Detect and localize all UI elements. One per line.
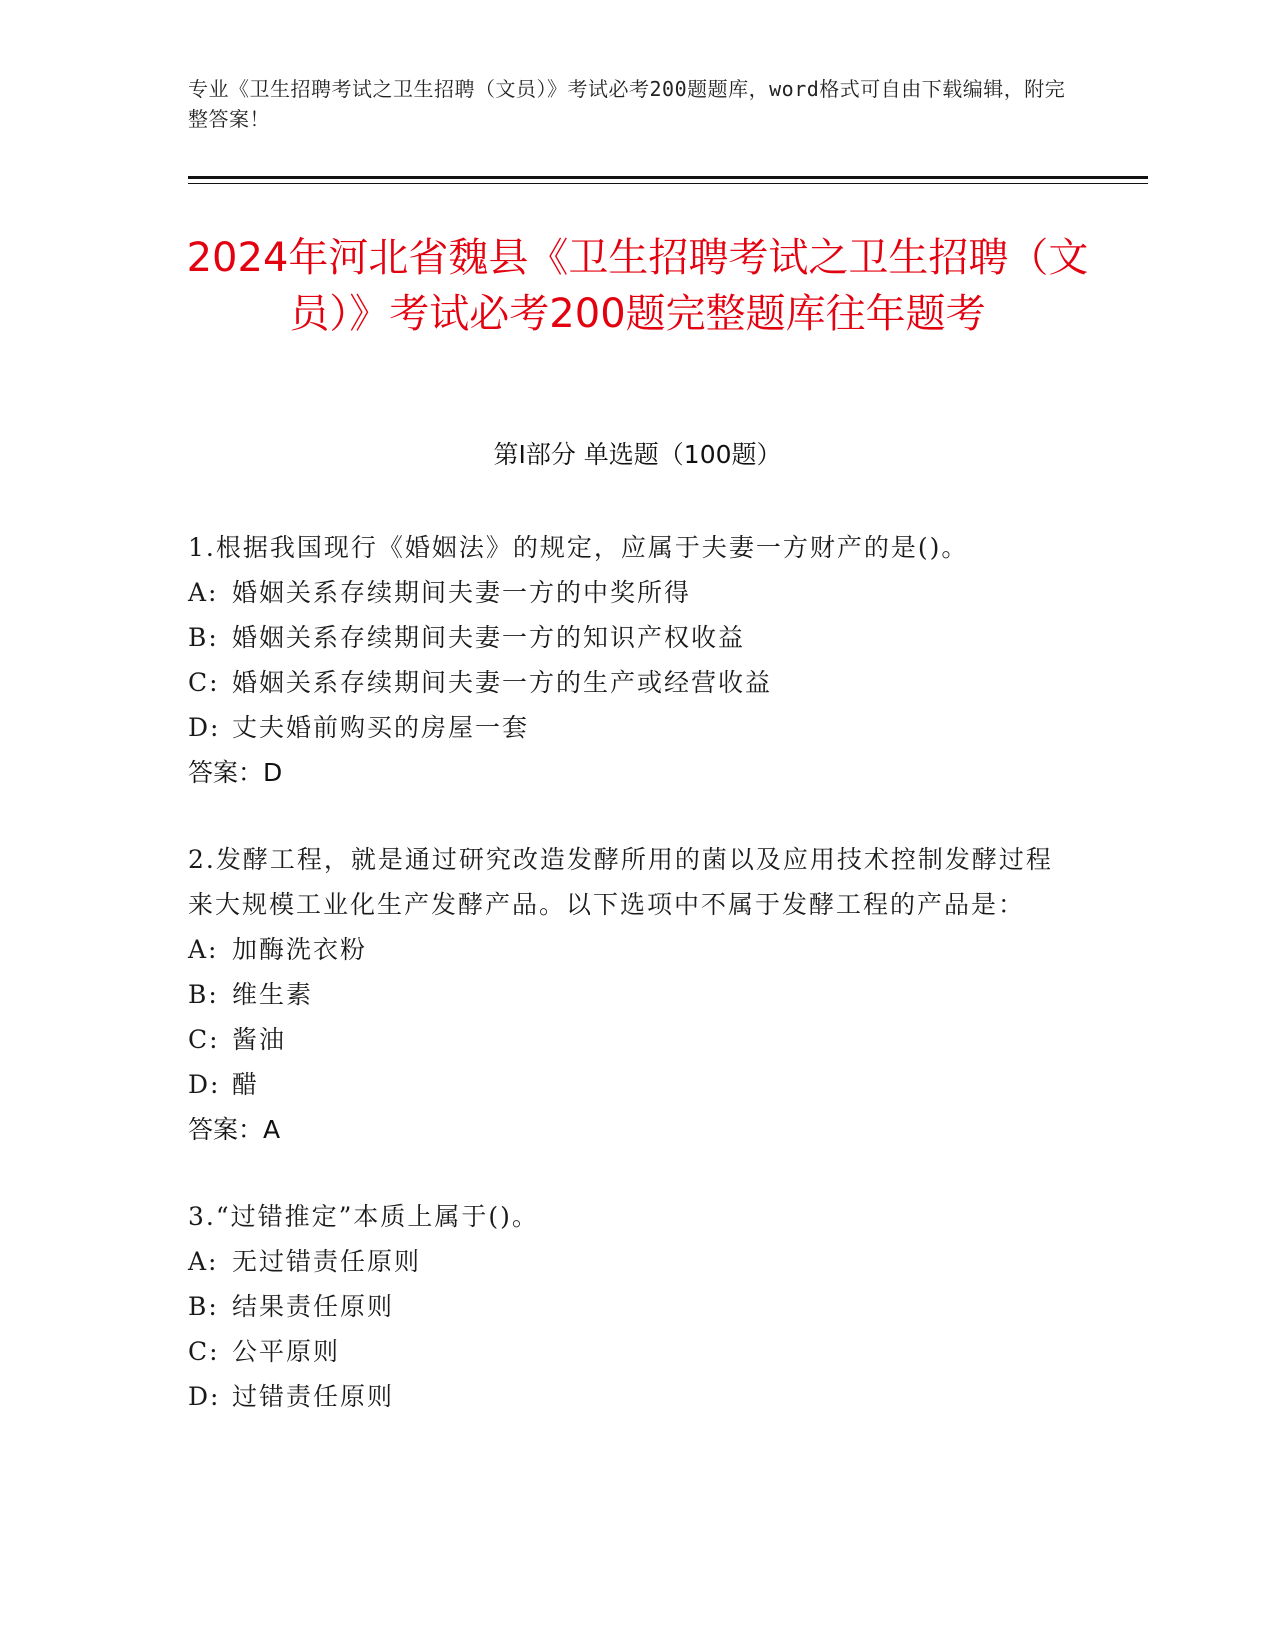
option-key: A: xyxy=(188,578,219,607)
option-key: A: xyxy=(188,935,219,964)
answer-line: 答案：A xyxy=(188,1115,281,1144)
header-divider-thick xyxy=(188,176,1148,179)
document-title: 2024年河北省魏县《卫生招聘考试之卫生招聘（文员）》考试必考200题完整题库往年题考 xyxy=(186,235,1089,337)
option-text: 丈夫婚前购买的房屋一套 xyxy=(232,713,530,742)
option-key: B: xyxy=(188,623,219,652)
question-item xyxy=(188,1194,1068,1419)
option-text: 婚姻关系存续期间夫妻一方的知识产权收益 xyxy=(232,623,746,652)
option-text: 公平原则 xyxy=(232,1337,341,1366)
option-text: 结果责任原则 xyxy=(232,1292,395,1321)
option-text: 过错责任原则 xyxy=(232,1382,395,1411)
option-b xyxy=(188,1284,1068,1329)
question-item xyxy=(188,837,1068,1152)
option-c xyxy=(188,1017,1068,1062)
option-text: 婚姻关系存续期间夫妻一方的中奖所得 xyxy=(232,578,692,607)
option-a xyxy=(188,927,1068,972)
header-note: 专业《卫生招聘考试之卫生招聘（文员）》考试必考200题题库，word格式可自由下载编辑，附完整答案！ xyxy=(188,77,1066,131)
option-d xyxy=(188,705,1068,750)
question-stem: 1.根据我国现行《婚姻法》的规定，应属于夫妻一方财产的是()。 xyxy=(188,533,969,562)
option-b xyxy=(188,972,1068,1017)
question-stem: 3.“过错推定”本质上属于()。 xyxy=(188,1202,539,1231)
option-key: C: xyxy=(188,668,220,697)
option-d xyxy=(188,1374,1068,1419)
option-c xyxy=(188,660,1068,705)
option-key: C: xyxy=(188,1337,220,1366)
option-d xyxy=(188,1062,1068,1107)
option-key: D: xyxy=(188,1070,221,1099)
question-list xyxy=(188,525,1068,1461)
option-a xyxy=(188,570,1068,615)
option-key: D: xyxy=(188,713,221,742)
option-key: A: xyxy=(188,1247,219,1276)
option-text: 维生素 xyxy=(232,980,314,1009)
option-key: B: xyxy=(188,1292,219,1321)
option-a xyxy=(188,1239,1068,1284)
option-text: 醋 xyxy=(232,1070,260,1099)
option-key: C: xyxy=(188,1025,220,1054)
option-b xyxy=(188,615,1068,660)
answer-line: 答案：D xyxy=(188,758,283,787)
option-c xyxy=(188,1329,1068,1374)
section-title: 第I部分 单选题（100题） xyxy=(493,440,782,469)
option-text: 婚姻关系存续期间夫妻一方的生产或经营收益 xyxy=(232,668,773,697)
option-text: 酱油 xyxy=(232,1025,287,1054)
question-stem: 2.发酵工程，就是通过研究改造发酵所用的菌以及应用技术控制发酵过程来大规模工业化生产发酵产品。以下选项中不属于发酵工程的产品是： xyxy=(188,845,1053,919)
option-key: D: xyxy=(188,1382,221,1411)
option-text: 无过错责任原则 xyxy=(232,1247,422,1276)
option-text: 加酶洗衣粉 xyxy=(232,935,368,964)
option-key: B: xyxy=(188,980,219,1009)
header-divider-thin xyxy=(188,183,1148,184)
question-item xyxy=(188,525,1068,795)
